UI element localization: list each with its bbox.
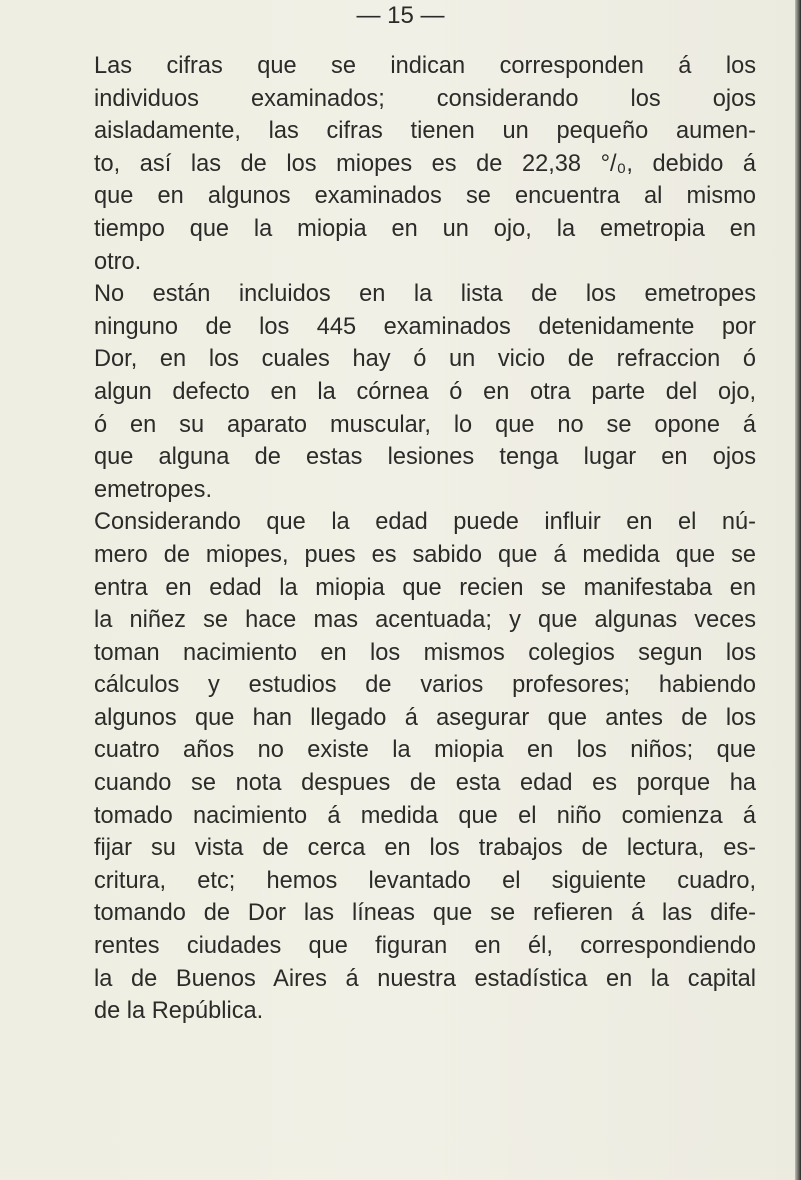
text-line: fijar su vista de cerca en los trabajos de lectura, es- [94,835,756,862]
text-line: que en algunos examinados se encuentra al mismo [94,183,756,210]
text-line: critura, etc; hemos levantado el siguiente cuadro, [94,867,756,894]
text-line: Dor, en los cuales hay ó un vicio de refraccion ó [94,346,756,373]
text-line: No están incluidos en la lista de los emetropes [94,281,756,308]
text-line: otro. [94,248,142,275]
text-line: que alguna de estas lesiones tenga lugar en ojos [94,444,756,471]
text-line: cálculos y estudios de varios profesores; habiendo [94,672,756,699]
body-text [94,50,756,1028]
page-number: — 15 — [356,2,445,29]
text-line: la niñez se hace mas acentuada; y que algunas veces [94,607,756,634]
text-line: ó en su aparato muscular, lo que no se opone á [94,411,756,438]
text-line: to, así las de los miopes es de 22,38 °/₀, debido á [94,150,756,177]
text-line: Considerando que la edad puede influir en el nú- [94,509,756,536]
text-line: algun defecto en la córnea ó en otra parte del ojo, [94,378,756,405]
text-line: mero de miopes, pues es sabido que á medida que se [94,541,756,568]
text-line: Las cifras que se indican corresponden á los [94,53,756,79]
text-line: rentes ciudades que figuran en él, correspondiendo [94,933,756,960]
text-line: ninguno de los 445 examinados detenidamente por [94,313,756,340]
text-line: entra en edad la miopia que recien se manifestaba en [94,574,756,601]
text-line: toman nacimiento en los mismos colegios segun los [94,639,756,666]
text-line: tiempo que la miopia en un ojo, la emetropia en [94,215,756,242]
text-line: la de Buenos Aires á nuestra estadística en la capital [94,965,756,992]
text-line: tomado nacimiento á medida que el niño comienza á [94,802,756,829]
page-edge-shadow [795,0,801,1180]
text-line: aisladamente, las cifras tienen un pequeño aumen- [94,118,756,145]
text-line: de la República. [94,998,264,1025]
text-line: emetropes. [94,476,213,503]
text-line: individuos examinados; considerando los ojos [94,85,756,112]
text-line: tomando de Dor las líneas que se refieren á las dife- [94,900,756,927]
text-line: cuando se nota despues de esta edad es porque ha [94,770,756,797]
text-line: cuatro años no existe la miopia en los niños; que [94,737,756,764]
text-line: algunos que han llegado á asegurar que antes de los [94,704,756,731]
